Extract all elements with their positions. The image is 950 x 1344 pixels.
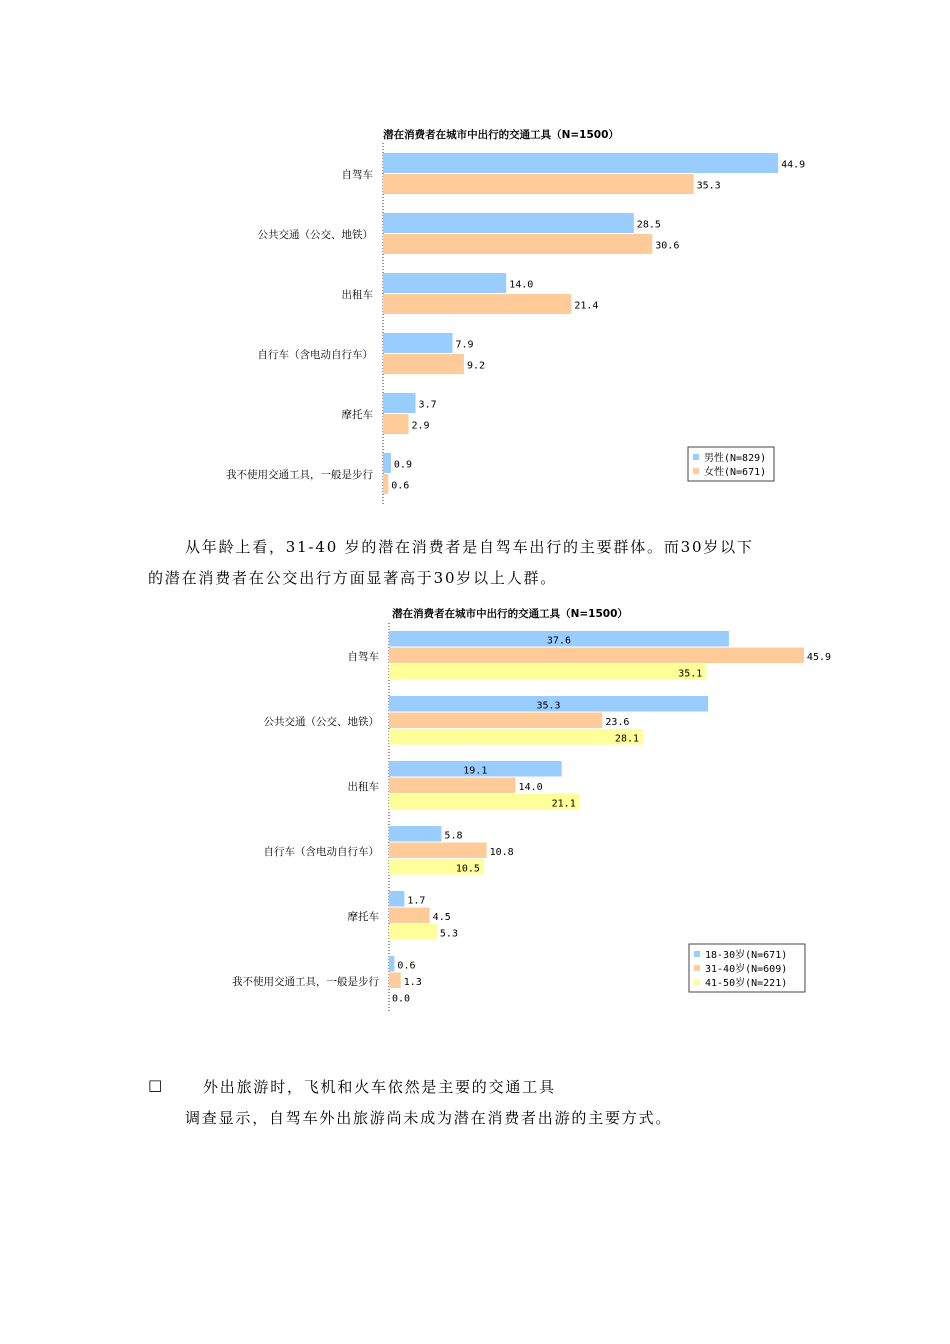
data-label: 14.0 — [509, 279, 534, 291]
data-label: 21.1 — [551, 798, 576, 810]
legend-entry: 31-40岁(N=609) — [705, 964, 788, 975]
data-label: 7.9 — [455, 339, 474, 351]
data-label: 28.1 — [614, 733, 640, 745]
data-label: 1.3 — [403, 976, 422, 988]
data-label: 28.5 — [636, 219, 661, 231]
data-label: 3.7 — [418, 399, 437, 411]
data-label: 45.9 — [806, 651, 832, 663]
bar — [389, 729, 643, 745]
data-label: 0.6 — [397, 960, 416, 972]
bar — [389, 826, 441, 842]
bar — [389, 973, 401, 989]
category-label: 公共交通（公交、地铁） — [257, 229, 373, 241]
legend-swatch — [694, 965, 700, 971]
data-label: 2.9 — [411, 420, 430, 432]
data-label: 5.8 — [444, 830, 463, 842]
legend-entry: 女性(N=671) — [704, 467, 767, 478]
bar — [389, 648, 804, 664]
data-label: 9.2 — [466, 360, 486, 372]
data-label: 35.3 — [536, 700, 561, 712]
bar — [389, 924, 437, 940]
data-label: 35.3 — [696, 180, 721, 192]
category-label: 摩托车 — [347, 910, 379, 923]
bar — [389, 664, 706, 680]
legend-entry: 18-30岁(N=671) — [705, 950, 788, 961]
data-label: 21.4 — [574, 300, 599, 312]
bar — [389, 778, 516, 794]
legend-swatch — [694, 951, 700, 957]
category-label: 我不使用交通工具，一般是步行 — [226, 469, 373, 481]
section-heading: 外出旅游时，飞机和火车依然是主要的交通工具 — [203, 1078, 556, 1096]
category-label: 我不使用交通工具，一般是步行 — [232, 975, 379, 988]
category-label: 摩托车 — [341, 409, 373, 421]
data-label: 1.7 — [407, 895, 426, 907]
paragraph-age-line2: 的潜在消费者在公交出行方面显著高于30岁以上人群。 — [148, 569, 558, 587]
category-label: 自驾车 — [347, 650, 379, 663]
data-label: 19.1 — [463, 765, 488, 777]
category-label: 出租车 — [341, 289, 373, 301]
category-label: 自行车（含电动自行车） — [257, 349, 373, 361]
data-label: 23.6 — [605, 716, 630, 728]
data-label: 0.6 — [391, 480, 410, 492]
legend-swatch — [694, 979, 700, 985]
paragraph-age-line1: 从年龄上看，31-40 岁的潜在消费者是自驾车出行的主要群体。而30岁以下 — [185, 538, 754, 556]
data-label: 14.0 — [518, 781, 543, 793]
paragraph-survey: 调查显示，自驾车外出旅游尚未成为潜在消费者出游的主要方式。 — [185, 1109, 673, 1127]
legend-entry: 41-50岁(N=221) — [705, 978, 788, 989]
bar — [389, 713, 602, 729]
category-label: 公共交通（公交、地铁） — [263, 715, 379, 728]
data-label: 0.0 — [392, 993, 411, 1005]
data-label: 4.5 — [432, 911, 451, 923]
bar — [389, 843, 487, 859]
category-label: 自驾车 — [341, 169, 373, 181]
data-label: 30.6 — [655, 240, 680, 252]
bullet-square-icon: □ — [148, 1076, 163, 1094]
chart-title: 潜在消费者在城市中出行的交通工具（N=1500） — [383, 129, 619, 141]
data-label: 35.1 — [678, 668, 703, 680]
data-label: 10.5 — [455, 863, 480, 875]
data-label: 10.8 — [489, 846, 514, 858]
data-label: 37.6 — [546, 635, 571, 647]
data-label: 5.3 — [439, 928, 458, 940]
bar — [389, 956, 394, 972]
bar — [389, 891, 404, 907]
legend-entry: 男性(N=829) — [704, 453, 767, 464]
category-label: 自行车（含电动自行车） — [263, 845, 379, 858]
data-label: 44.9 — [781, 159, 806, 171]
legend — [689, 944, 805, 992]
data-label: 0.9 — [393, 459, 412, 471]
chart-title: 潜在消费者在城市中出行的交通工具（N=1500） — [392, 608, 628, 620]
category-label: 出租车 — [347, 780, 379, 793]
bar — [389, 908, 430, 924]
